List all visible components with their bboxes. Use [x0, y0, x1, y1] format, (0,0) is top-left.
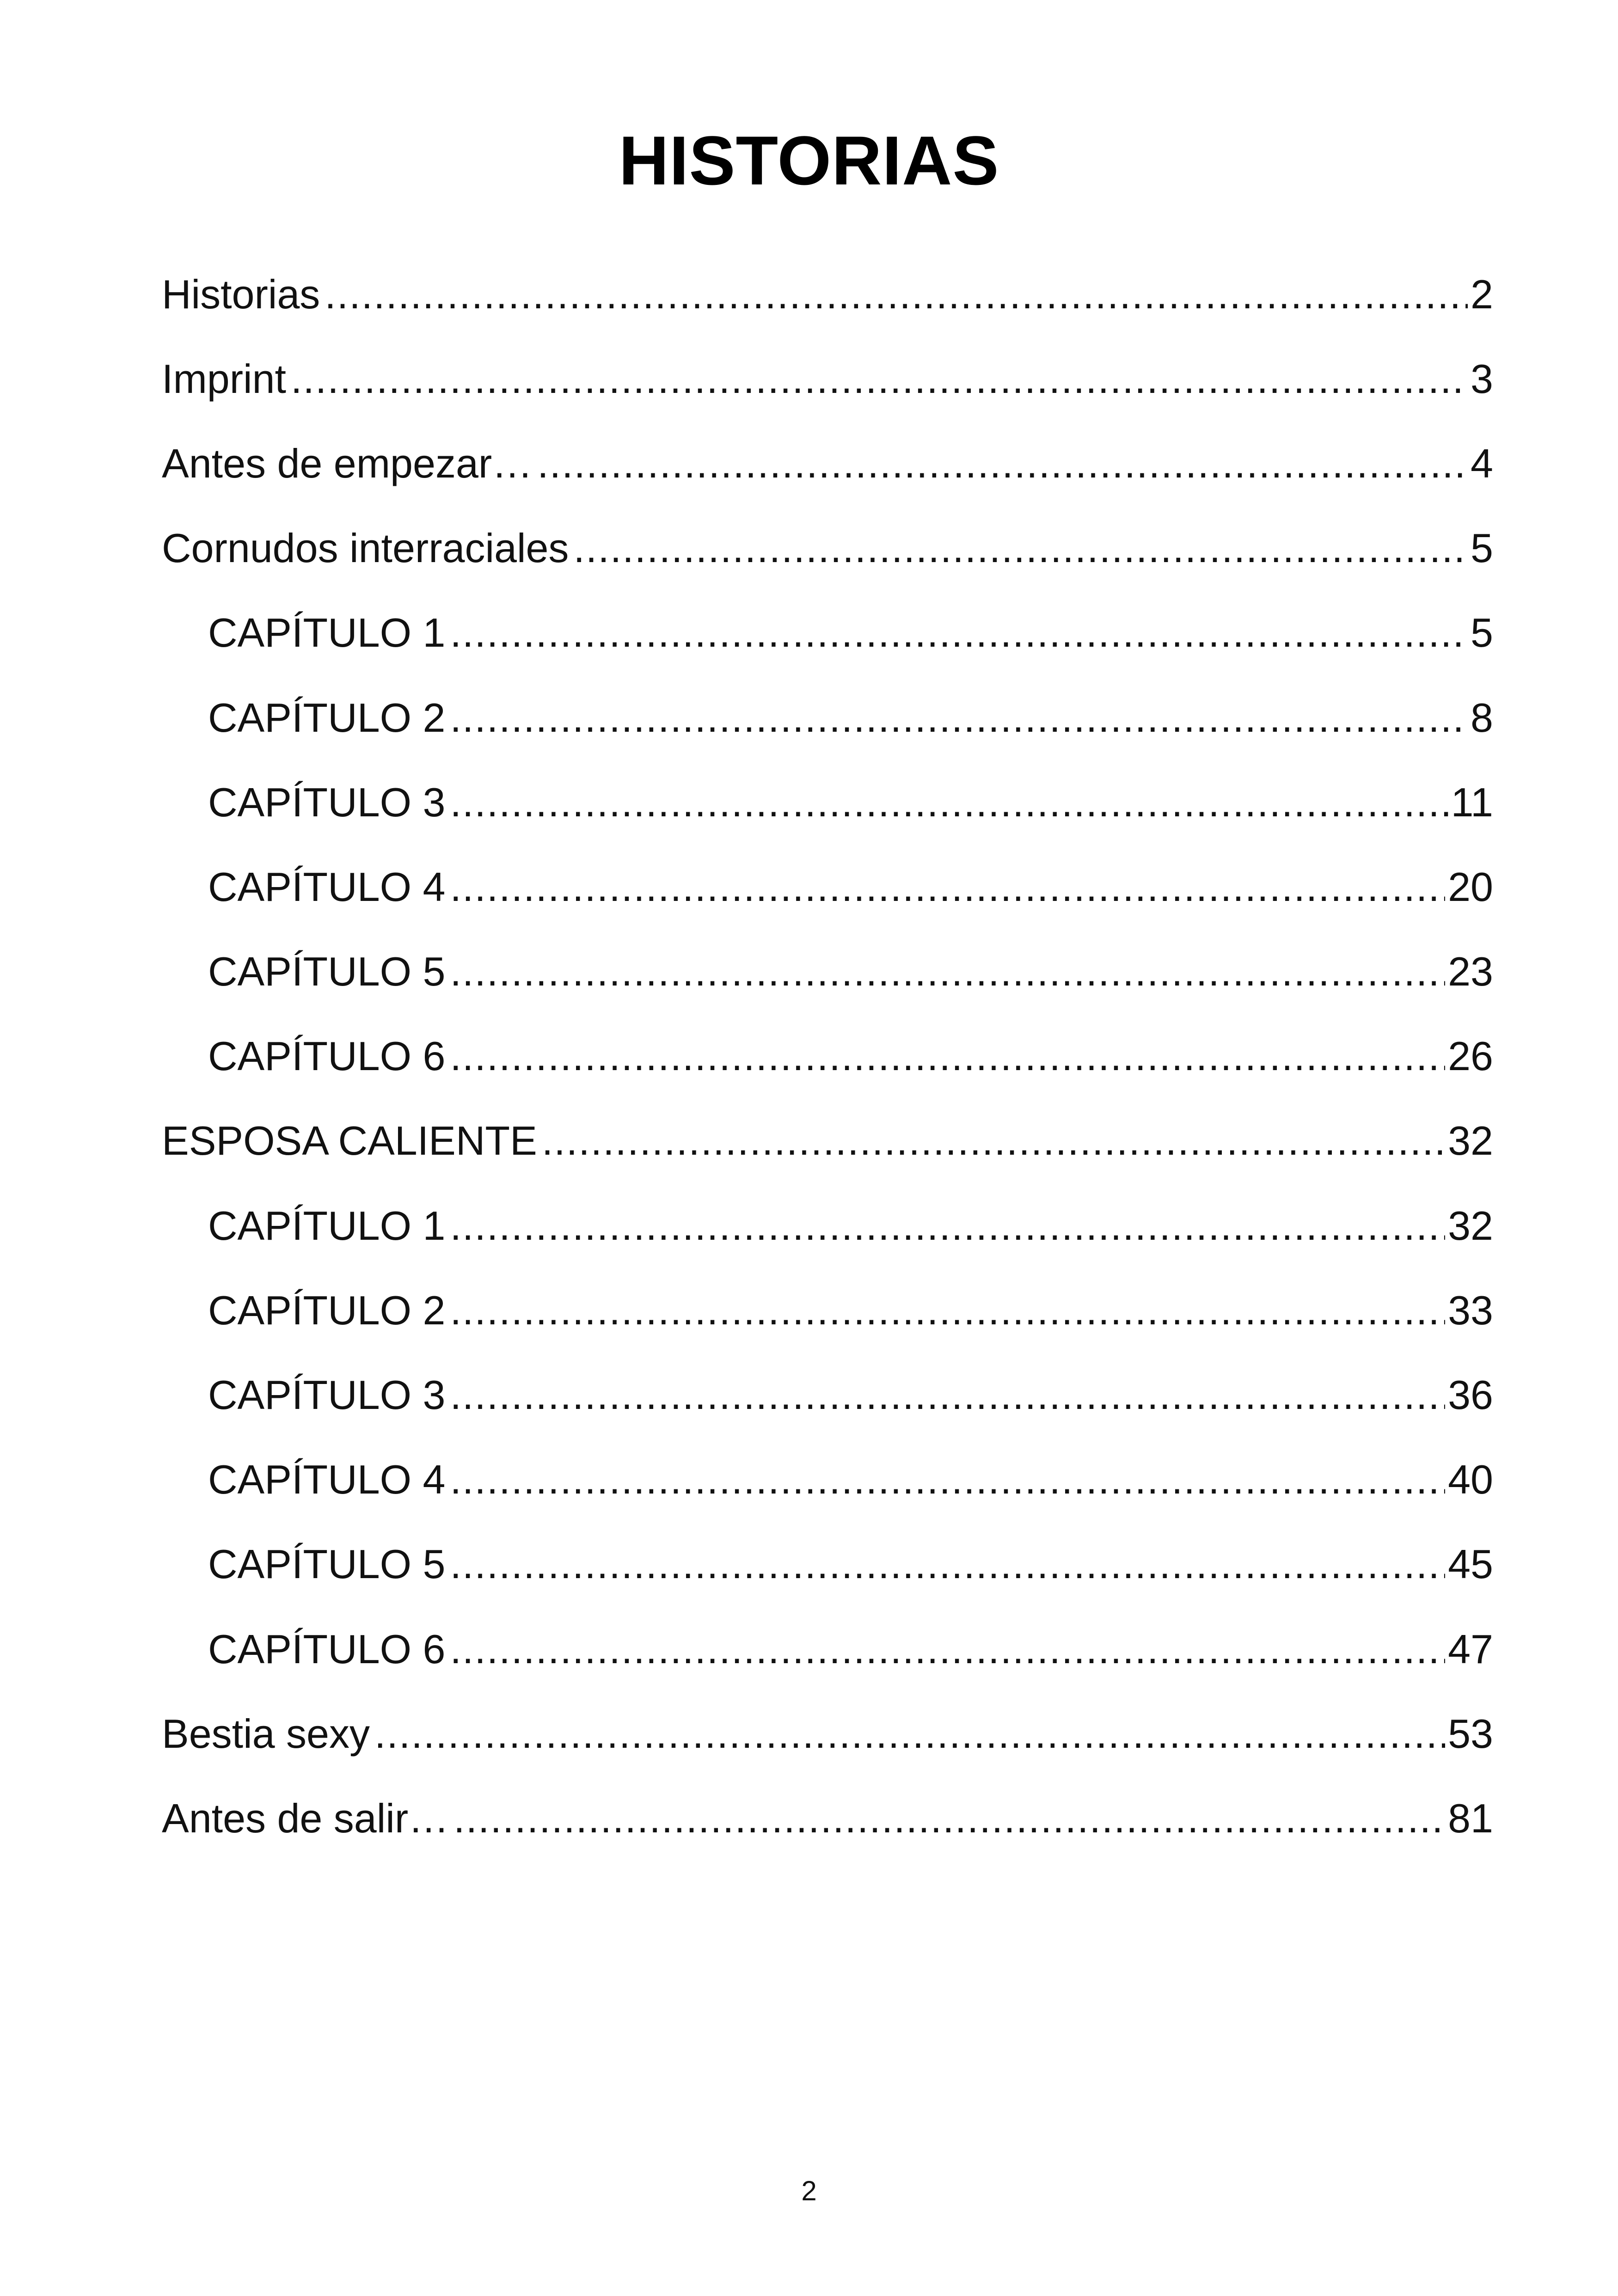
dot-leader — [374, 1708, 1445, 1759]
toc-entry-label: Bestia sexy — [162, 1710, 370, 1757]
toc-entry[interactable] — [162, 1014, 1493, 1099]
toc-entry[interactable] — [162, 591, 1493, 675]
toc-entry-label: CAPÍTULO 1 — [208, 610, 446, 656]
toc-entry[interactable] — [162, 1691, 1493, 1776]
dot-leader — [537, 438, 1468, 489]
toc-entry-label: CAPÍTULO 4 — [208, 863, 446, 910]
toc-entry[interactable] — [162, 337, 1493, 421]
toc-entry[interactable] — [162, 760, 1493, 845]
toc-entry[interactable] — [162, 675, 1493, 760]
dot-leader — [454, 1793, 1445, 1844]
toc-entry[interactable] — [162, 1268, 1493, 1353]
page-number: 2 — [801, 2175, 817, 2206]
toc-entry-page: 5 — [1471, 525, 1493, 571]
toc-entry-page: 3 — [1471, 355, 1493, 402]
dot-leader — [450, 946, 1445, 997]
toc-entry[interactable] — [162, 421, 1493, 506]
toc-entry-label: ESPOSA CALIENTE — [162, 1118, 537, 1164]
dot-leader — [450, 1285, 1445, 1336]
toc-entry-page: 2 — [1471, 271, 1493, 317]
toc-entry-page: 45 — [1448, 1541, 1493, 1587]
page-title: HISTORIAS — [619, 122, 999, 199]
toc-entry[interactable] — [162, 252, 1493, 337]
dot-leader — [291, 354, 1468, 404]
dot-leader — [542, 1115, 1445, 1166]
dot-leader — [450, 1454, 1445, 1505]
toc-entry-page: 36 — [1448, 1372, 1493, 1418]
toc-entry-label: CAPÍTULO 3 — [208, 779, 446, 825]
toc-entry[interactable] — [162, 1183, 1493, 1268]
toc-entry-label: CAPÍTULO 5 — [208, 1541, 446, 1587]
toc-entry[interactable] — [162, 930, 1493, 1014]
toc-entry[interactable] — [162, 1099, 1493, 1183]
toc-entry-label: CAPÍTULO 3 — [208, 1372, 446, 1418]
toc-entry-page: 4 — [1471, 440, 1493, 486]
toc-entry-label: Cornudos interraciales — [162, 525, 569, 571]
dot-leader — [450, 692, 1468, 743]
toc-entry[interactable] — [162, 845, 1493, 929]
dot-leader — [450, 1624, 1445, 1675]
dot-leader — [325, 269, 1468, 320]
toc-entry-page: 20 — [1448, 863, 1493, 910]
toc-entry-page: 47 — [1448, 1626, 1493, 1672]
toc-entry[interactable] — [162, 506, 1493, 591]
toc-entry-label: Historias — [162, 271, 320, 317]
toc-entry-page: 40 — [1448, 1457, 1493, 1503]
table-of-contents — [162, 252, 1493, 1861]
toc-entry-label: CAPÍTULO 6 — [208, 1033, 446, 1079]
toc-entry[interactable] — [162, 1776, 1493, 1861]
toc-entry-page: 26 — [1448, 1033, 1493, 1079]
dot-leader — [450, 1031, 1445, 1082]
toc-entry-page: 5 — [1471, 610, 1493, 656]
dot-leader — [450, 607, 1468, 658]
dot-leader — [573, 523, 1468, 574]
toc-entry-page: 32 — [1448, 1118, 1493, 1164]
dot-leader — [450, 777, 1448, 828]
toc-entry-page: 32 — [1448, 1202, 1493, 1249]
toc-entry[interactable] — [162, 1353, 1493, 1437]
toc-entry-page: 23 — [1448, 949, 1493, 995]
toc-entry-label: CAPÍTULO 2 — [208, 694, 446, 741]
toc-entry-label: CAPÍTULO 4 — [208, 1457, 446, 1503]
toc-entry-page: 11 — [1451, 779, 1493, 825]
dot-leader — [450, 1370, 1445, 1420]
toc-entry-label: CAPÍTULO 6 — [208, 1626, 446, 1672]
dot-leader — [450, 862, 1445, 912]
dot-leader — [450, 1200, 1445, 1251]
toc-entry[interactable] — [162, 1438, 1493, 1522]
dot-leader — [450, 1539, 1445, 1590]
toc-entry-page: 53 — [1448, 1710, 1493, 1757]
toc-entry-label: CAPÍTULO 1 — [208, 1202, 446, 1249]
toc-entry-page: 8 — [1471, 694, 1493, 741]
toc-entry-page: 33 — [1448, 1287, 1493, 1333]
toc-entry-label: Antes de empezar… — [162, 440, 533, 486]
toc-entry-label: CAPÍTULO 2 — [208, 1287, 446, 1333]
toc-entry-page: 81 — [1448, 1795, 1493, 1841]
toc-entry-label: Antes de salir… — [162, 1795, 449, 1841]
toc-entry[interactable] — [162, 1607, 1493, 1691]
toc-entry[interactable] — [162, 1522, 1493, 1607]
toc-entry-label: CAPÍTULO 5 — [208, 949, 446, 995]
toc-entry-label: Imprint — [162, 355, 286, 402]
